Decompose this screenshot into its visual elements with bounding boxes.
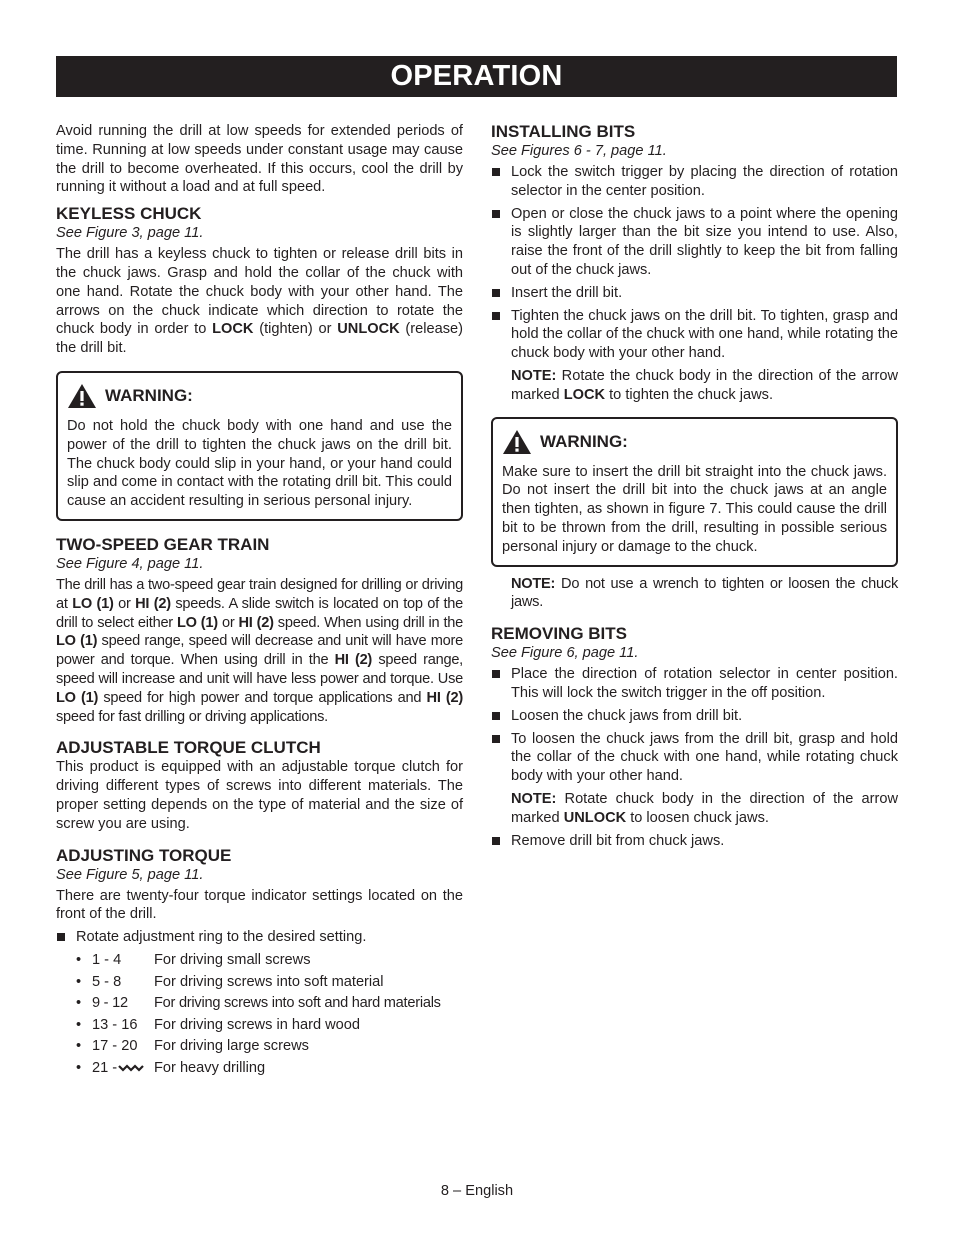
- page-number: 8 – English: [440, 1183, 514, 1199]
- page-footer: [0, 1183, 954, 1199]
- gear-train-paragraph: The drill has a two-speed gear train designed for drilling or driving at LO (1) or HI (2) speeds. A slide switch is located on top of the drill to select either LO (1) or HI (2) speed. When using drill in the LO (1) speed range, speed will decrease and unit will have more power and torque. When using drill in the HI (2) speed range, speed will increase and unit will have less power and torque. Use LO (1) speed for high power and torque applications and HI (2) speed for fast drilling or driving applications.: [56, 576, 463, 725]
- list-item: Loosen the chuck jaws from drill bit.: [491, 707, 898, 726]
- torque-clutch-heading: ADJUSTABLE TORQUE CLUTCH: [56, 738, 321, 758]
- page-title-banner: [56, 56, 897, 97]
- keyless-chuck-paragraph: The drill has a keyless chuck to tighten or release drill bits in the chuck jaws. Grasp and hold the collar of the chuck with one hand. Rotate the chuck body with your other hand. The arrows on the chuck indicate which direction to rotate the chuck body in order to LOCK (tighten) or UNLOCK (release) the drill bit.: [56, 246, 464, 357]
- adjusting-torque-paragraph: There are twenty-four torque indicator settings located on the front of the drill.: [56, 887, 463, 923]
- keyless-chuck-heading: KEYLESS CHUCK: [56, 204, 202, 224]
- left-column: [56, 122, 463, 1080]
- installing-bits-heading: INSTALLING BITS: [491, 122, 636, 141]
- warning-title: WARNING:: [105, 385, 193, 405]
- installing-bits-ref: See Figures 6 - 7, page 11.: [491, 143, 667, 159]
- gear-train-ref: See Figure 4, page 11.: [56, 555, 204, 572]
- list-item: Remove drill bit from chuck jaws.: [491, 832, 898, 851]
- gear-train-heading: TWO-SPEED GEAR TRAIN: [56, 534, 270, 554]
- installing-bits-list: [491, 163, 898, 363]
- wrench-note: NOTE: Do not use a wrench to tighten or loosen the chuck jaws.: [511, 575, 898, 611]
- torque-setting-row: • 13 - 16 For driving screws in hard wood: [76, 1016, 361, 1033]
- removing-bits-heading: REMOVING BITS: [491, 624, 628, 644]
- adjusting-torque-heading: ADJUSTING TORQUE: [56, 845, 232, 865]
- warning-triangle-icon: [502, 429, 532, 455]
- installing-note: NOTE: Rotate the chuck body in the direction of the arrow marked LOCK to tighten the chuck jaws.: [511, 367, 898, 403]
- list-item: Insert the drill bit.: [491, 284, 898, 303]
- torque-setting-row: • 1 - 4 For driving small screws: [76, 951, 311, 968]
- removing-bits-list: [491, 665, 898, 786]
- warning-text: Make sure to insert the drill bit straight into the chuck jaws. Do not insert the drill bit into the chuck jaws at an angle then tighten, as shown in figure 7. This could cause the drill bit to be thrown from the drill, resulting in possible serious personal injury or damage to the chuck.: [502, 463, 887, 555]
- torque-setting-row: • 9 - 12 For driving screws into soft and hard materials: [76, 995, 441, 1012]
- warning-box-chuck: [56, 371, 463, 521]
- warning-text: Do not hold the chuck body with one hand and use the power of the drill to tighten the chuck jaws on the drill bit. The chuck body could slip in your hand, or your hand could slip and come in contact with the rotating drill bit. This could cause an accident resulting in serious personal injury.: [67, 417, 452, 510]
- list-item: Place the direction of rotation selector in center position. This will lock the switch trigger in the off position.: [491, 665, 898, 703]
- list-item: To loosen the chuck jaws from the drill bit, grasp and hold the collar of the chuck with one hand, while rotating chuck body with your other hand.: [491, 730, 898, 786]
- warning-title: WARNING:: [540, 431, 628, 451]
- page-title: OPERATION: [390, 60, 563, 92]
- torque-settings-list: [56, 951, 463, 1077]
- adjusting-torque-list: [56, 928, 463, 947]
- list-item: Lock the switch trigger by placing the direction of rotation selector in the center position.: [491, 163, 898, 201]
- removing-note: NOTE: Rotate chuck body in the direction of the arrow marked UNLOCK to loosen chuck jaws.: [511, 790, 898, 826]
- list-item: Open or close the chuck jaws to a point where the opening is slightly larger than the bit size you intend to use. Also, raise the front of the drill slightly to keep the bit from falling out of the chuck jaws.: [491, 205, 898, 280]
- right-column: [491, 122, 898, 854]
- torque-setting-row: • 21 - For heavy drilling: [76, 1059, 266, 1076]
- warning-triangle-icon: [67, 383, 97, 409]
- removing-bits-ref: See Figure 6, page 11.: [491, 645, 639, 662]
- intro-paragraph: Avoid running the drill at low speeds for extended periods of time. Running at low speeds under constant usage may cause the drill to become overheated. If this occurs, cool the drill by running it without a load and at full speed.: [56, 123, 463, 196]
- list-item: Rotate adjustment ring to the desired setting.: [56, 928, 463, 947]
- drill-mode-icon: [118, 1064, 144, 1072]
- warning-box-bits: [491, 417, 898, 567]
- keyless-chuck-ref: See Figure 3, page 11.: [56, 225, 204, 242]
- list-item: Tighten the chuck jaws on the drill bit. To tighten, grasp and hold the collar of the chuck with one hand, while rotating the chuck body with your other hand.: [491, 307, 898, 363]
- torque-setting-row: • 17 - 20 For driving large screws: [76, 1038, 309, 1055]
- removing-bits-list-end: [491, 832, 898, 851]
- adjusting-torque-ref: See Figure 5, page 11.: [56, 866, 204, 883]
- torque-clutch-paragraph: This product is equipped with an adjustable torque clutch for driving different types of screws into different materials. The proper setting depends on the type of material and the size of screw you are using.: [56, 759, 463, 832]
- torque-setting-row: • 5 - 8 For driving screws into soft material: [76, 973, 384, 990]
